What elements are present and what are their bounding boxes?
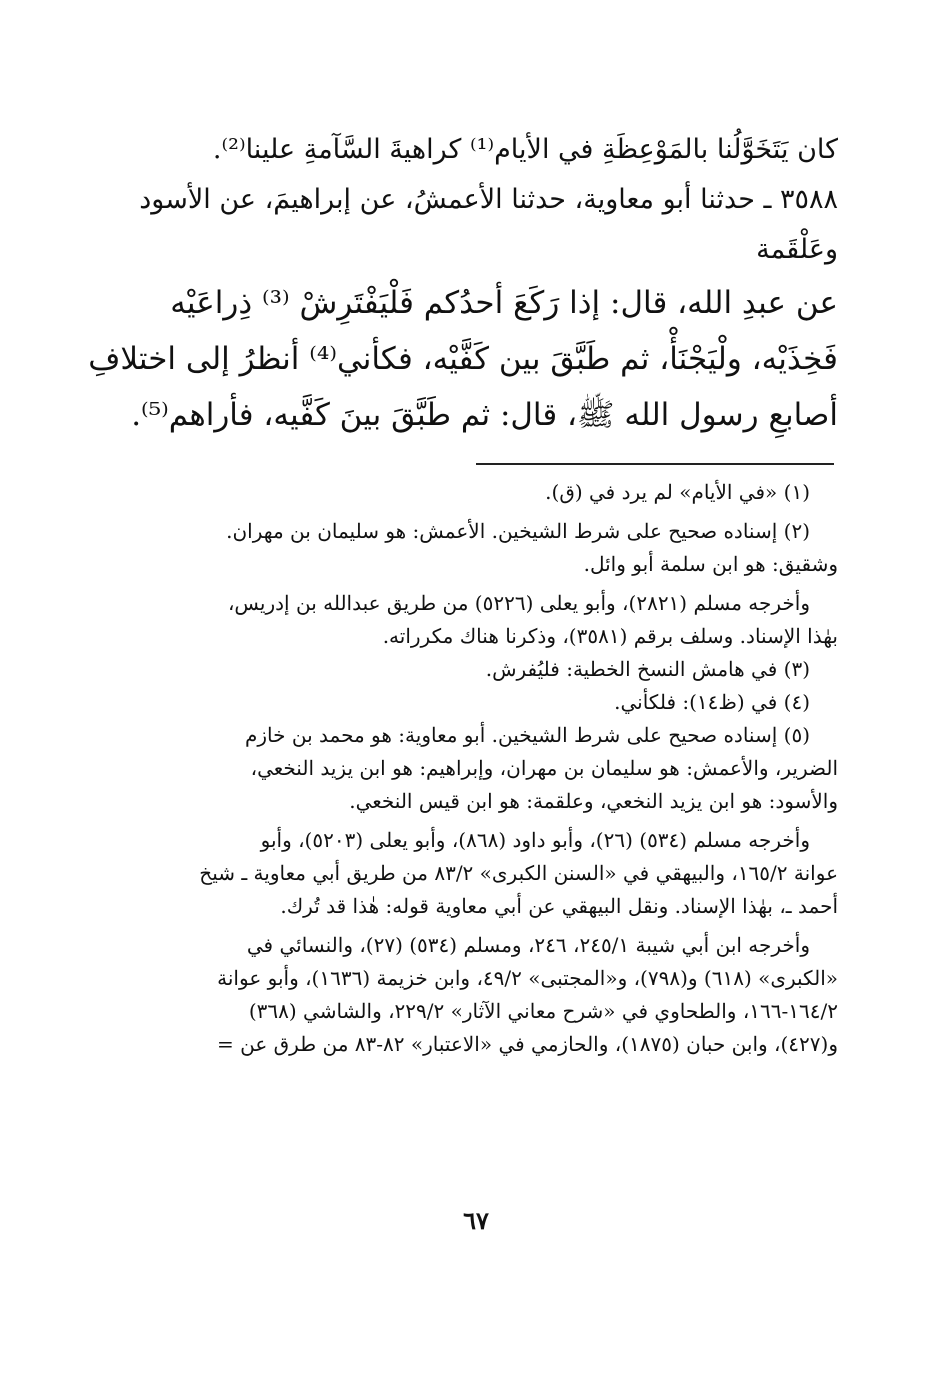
main-line: ٣٥٨٨ ـ حدثنا أبو معاوية، حدثنا الأعمشُ، عن إبراهيمَ، عن الأسود xyxy=(139,184,838,215)
footnote-line: وأخرجه مسلم (٥٣٤) (٢٦)، وأبو داود (٨٦٨)، وأبو يعلى (٥٢٠٣)، وأبو xyxy=(260,828,810,852)
main-line-hadith: أصابعِ رسول الله ﷺ، قال: ثم طَبَّقَ بينَ كَفَّيه، فأراهم⁽⁵⁾. xyxy=(131,397,838,433)
main-line: وعَلْقَمة xyxy=(756,234,838,265)
footnote-line: (٣) في هامش النسخ الخطية: فليُفرش. xyxy=(485,657,810,681)
footnote-line: والأسود: هو ابن يزيد النخعي، وعلقمة: هو ابن قيس النخعي. xyxy=(349,789,838,813)
main-line-hadith: فَخِذَيْه، ولْيَجْنَأْ، ثم طَبَّقَ بين كَفَّيْه، فكأني⁽⁴⁾ أنظرُ إلى اختلافِ xyxy=(88,341,838,377)
footnote-line: «الكبرى» (٦١٨) و(٧٩٨)، و«المجتبى» ٤٩/٢، وابن خزيمة (١٦٣٦)، وأبو عوانة xyxy=(217,966,838,990)
footnote-line: عوانة ١٦٥/٢، والبيهقي في «السنن الكبرى» ٨٣/٢ من طريق أبي معاوية ـ شيخ xyxy=(199,861,838,885)
main-text xyxy=(88,125,838,443)
footnote-line: وأخرجه مسلم (٢٨٢١)، وأبو يعلى (٥٢٢٦) من طريق عبدالله بن إدريس، xyxy=(227,591,810,615)
footnote-line: ١٦٤/٢-١٦٦، والطحاوي في «شرح معاني الآثار» ٢٢٩/٢، والشاشي (٣٦٨) xyxy=(248,999,838,1023)
footnote-line: بهٰذا الإسناد. وسلف برقم (٣٥٨١)، وذكرنا هناك مكرراته. xyxy=(382,624,838,648)
footnote-line: (٥) إسناده صحيح على شرط الشيخين. أبو معاوية: هو محمد بن خازم xyxy=(245,723,810,747)
footnotes xyxy=(128,476,838,1061)
footnote-separator xyxy=(476,463,834,465)
footnote-line: وشقيق: هو ابن سلمة أبو وائل. xyxy=(583,552,838,576)
main-line-hadith: عن عبدِ الله، قال: إذا رَكَعَ أحدُكم فَلْيَفْتَرِشْ ⁽³⁾ ذِراعَيْه xyxy=(170,285,838,321)
main-line: كان يَتَخَوَّلُنا بالمَوْعِظَةِ في الأيام⁽¹⁾ كراهيةَ السَّآمةِ علينا⁽²⁾. xyxy=(212,134,838,165)
footnote-line: أحمد ـ، بهٰذا الإسناد. ونقل البيهقي عن أبي معاوية قوله: هٰذا قد تُرك. xyxy=(280,894,838,918)
footnote-line: (٢) إسناده صحيح على شرط الشيخين. الأعمش: هو سليمان بن مهران. xyxy=(226,519,810,543)
footnote-line: (٤) في (ظ١٤): فلكأني. xyxy=(614,690,810,714)
footnote-line: (١) «في الأيام» لم يرد في (ق). xyxy=(545,480,810,504)
page-number: ٦٧ xyxy=(463,1206,489,1235)
footnote-line: وأخرجه ابن أبي شيبة ٢٤٥/١، ٢٤٦، ومسلم (٥٣٤) (٢٧)، والنسائي في xyxy=(246,933,810,957)
footnote-line: و(٤٢٧)، وابن حبان (١٨٧٥)، والحازمي في «الاعتبار» ٨٢-٨٣ من طرق عن = xyxy=(217,1032,838,1056)
footnote-line: الضرير، والأعمش: هو سليمان بن مهران، وإبراهيم: هو ابن يزيد النخعي، xyxy=(250,756,838,780)
